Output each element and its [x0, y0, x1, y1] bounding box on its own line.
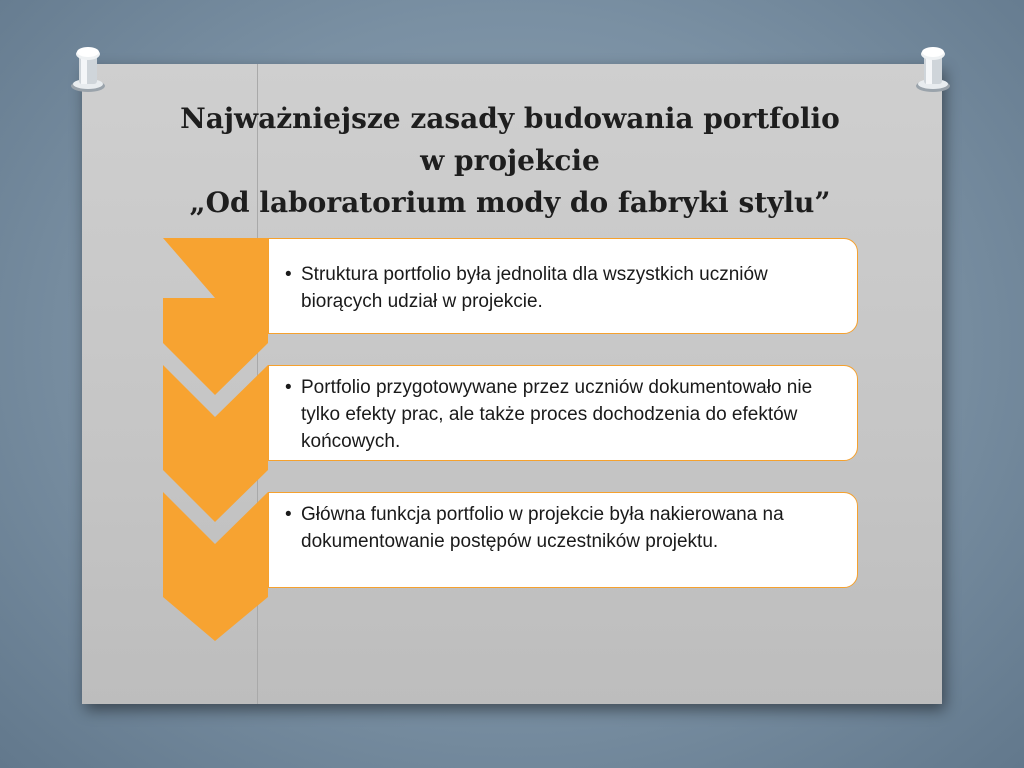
list-item-text: Portfolio przygotowywane przez uczniów dokumentowało nie tylko efekty prac, ale także proces dochodzenia do efektów końcowych.: [301, 377, 813, 452]
list-item: [268, 238, 858, 334]
list-item-text: Struktura portfolio była jednolita dla wszystkich uczniów biorących udział w projekcie.: [301, 264, 768, 312]
title-line-3: „Od laboratorium mody do fabryki stylu”: [189, 186, 831, 219]
bullet: •: [285, 504, 292, 525]
list-item-text: Główna funkcja portfolio w projekcie była nakierowana na dokumentowanie postępów uczestników projektu.: [301, 504, 784, 552]
title-line-1: Najważniejsze zasady budowania portfolio: [180, 102, 840, 135]
list-item: [268, 492, 858, 588]
chevron-down-icon: [163, 238, 268, 395]
list-item: [268, 365, 858, 461]
title-line-2: w projekcie: [420, 144, 600, 177]
bullet: •: [285, 264, 292, 285]
bullet: •: [285, 377, 292, 398]
